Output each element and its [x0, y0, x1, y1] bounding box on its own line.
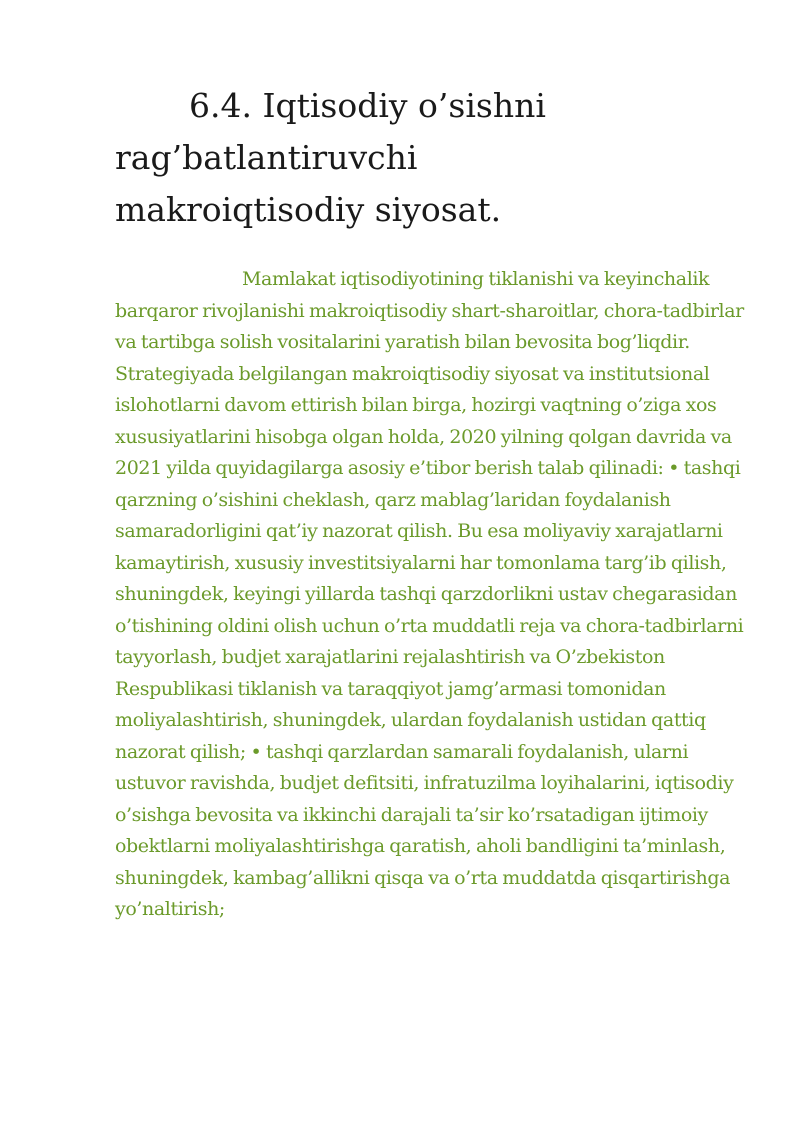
body-paragraph: Mamlakat iqtisodiyotining tiklanishi va keyinchalik barqaror rivojlanishi makroiqtisodiy shart-sharoitlar, chora-tadbirlar va tartibga solish vositalarini yaratish bilan bevosita bog’liqdir. Strategiyada belgilangan makroiqtisodiy siyosat va institutsional islohotlarni davom ettirish bilan birga, hozirgi vaqtning o’ziga xos xususiyatlarini hisobga olgan holda, 2020 yilning qolgan davrida va 2021 yilda quyidagilarga asosiy e’tibor berish talab qilinadi: • tashqi qarzning o’sishini cheklash, qarz mablag’laridan foydalanish samaradorligini qat’iy nazorat qilish. Bu esa moliyaviy xarajatlarni kamaytirish, xususiy investitsiyalarni har tomonlama targ’ib qilish, shuningdek, keyingi yillarda tashqi qarzdorlikni ustav chegarasidan o’tishining oldini olish uchun o’rta muddatli reja va chora-tadbirlarni tayyorlash, budjet xarajatlarini rejalashtirish va O’zbekiston Respublikasi tiklanish va taraqqiyot jamg’armasi tomonidan moliyalashtirish, shuningdek, ulardan foydalanish ustidan qattiq nazorat qilish; • tashqi qarzlardan samarali foydalanish, ularni ustuvor ravishda, budjet defitsiti, infratuzilma loyihalarini, iqtisodiy o’sishga bevosita va ikkinchi darajali ta’sir ko’rsatadigan ijtimoiy obektlarni moliyalashtirishga qaratish, aholi bandligini ta’minlash, shuningdek, kambag’allikni qisqa va o’rta muddatda qisqartirishga yo’naltirish;: [115, 268, 744, 920]
section-heading: 6.4. Iqtisodiy o’sishni rag’batlantiruvchi makroiqtisodiy siyosat.: [115, 86, 546, 229]
